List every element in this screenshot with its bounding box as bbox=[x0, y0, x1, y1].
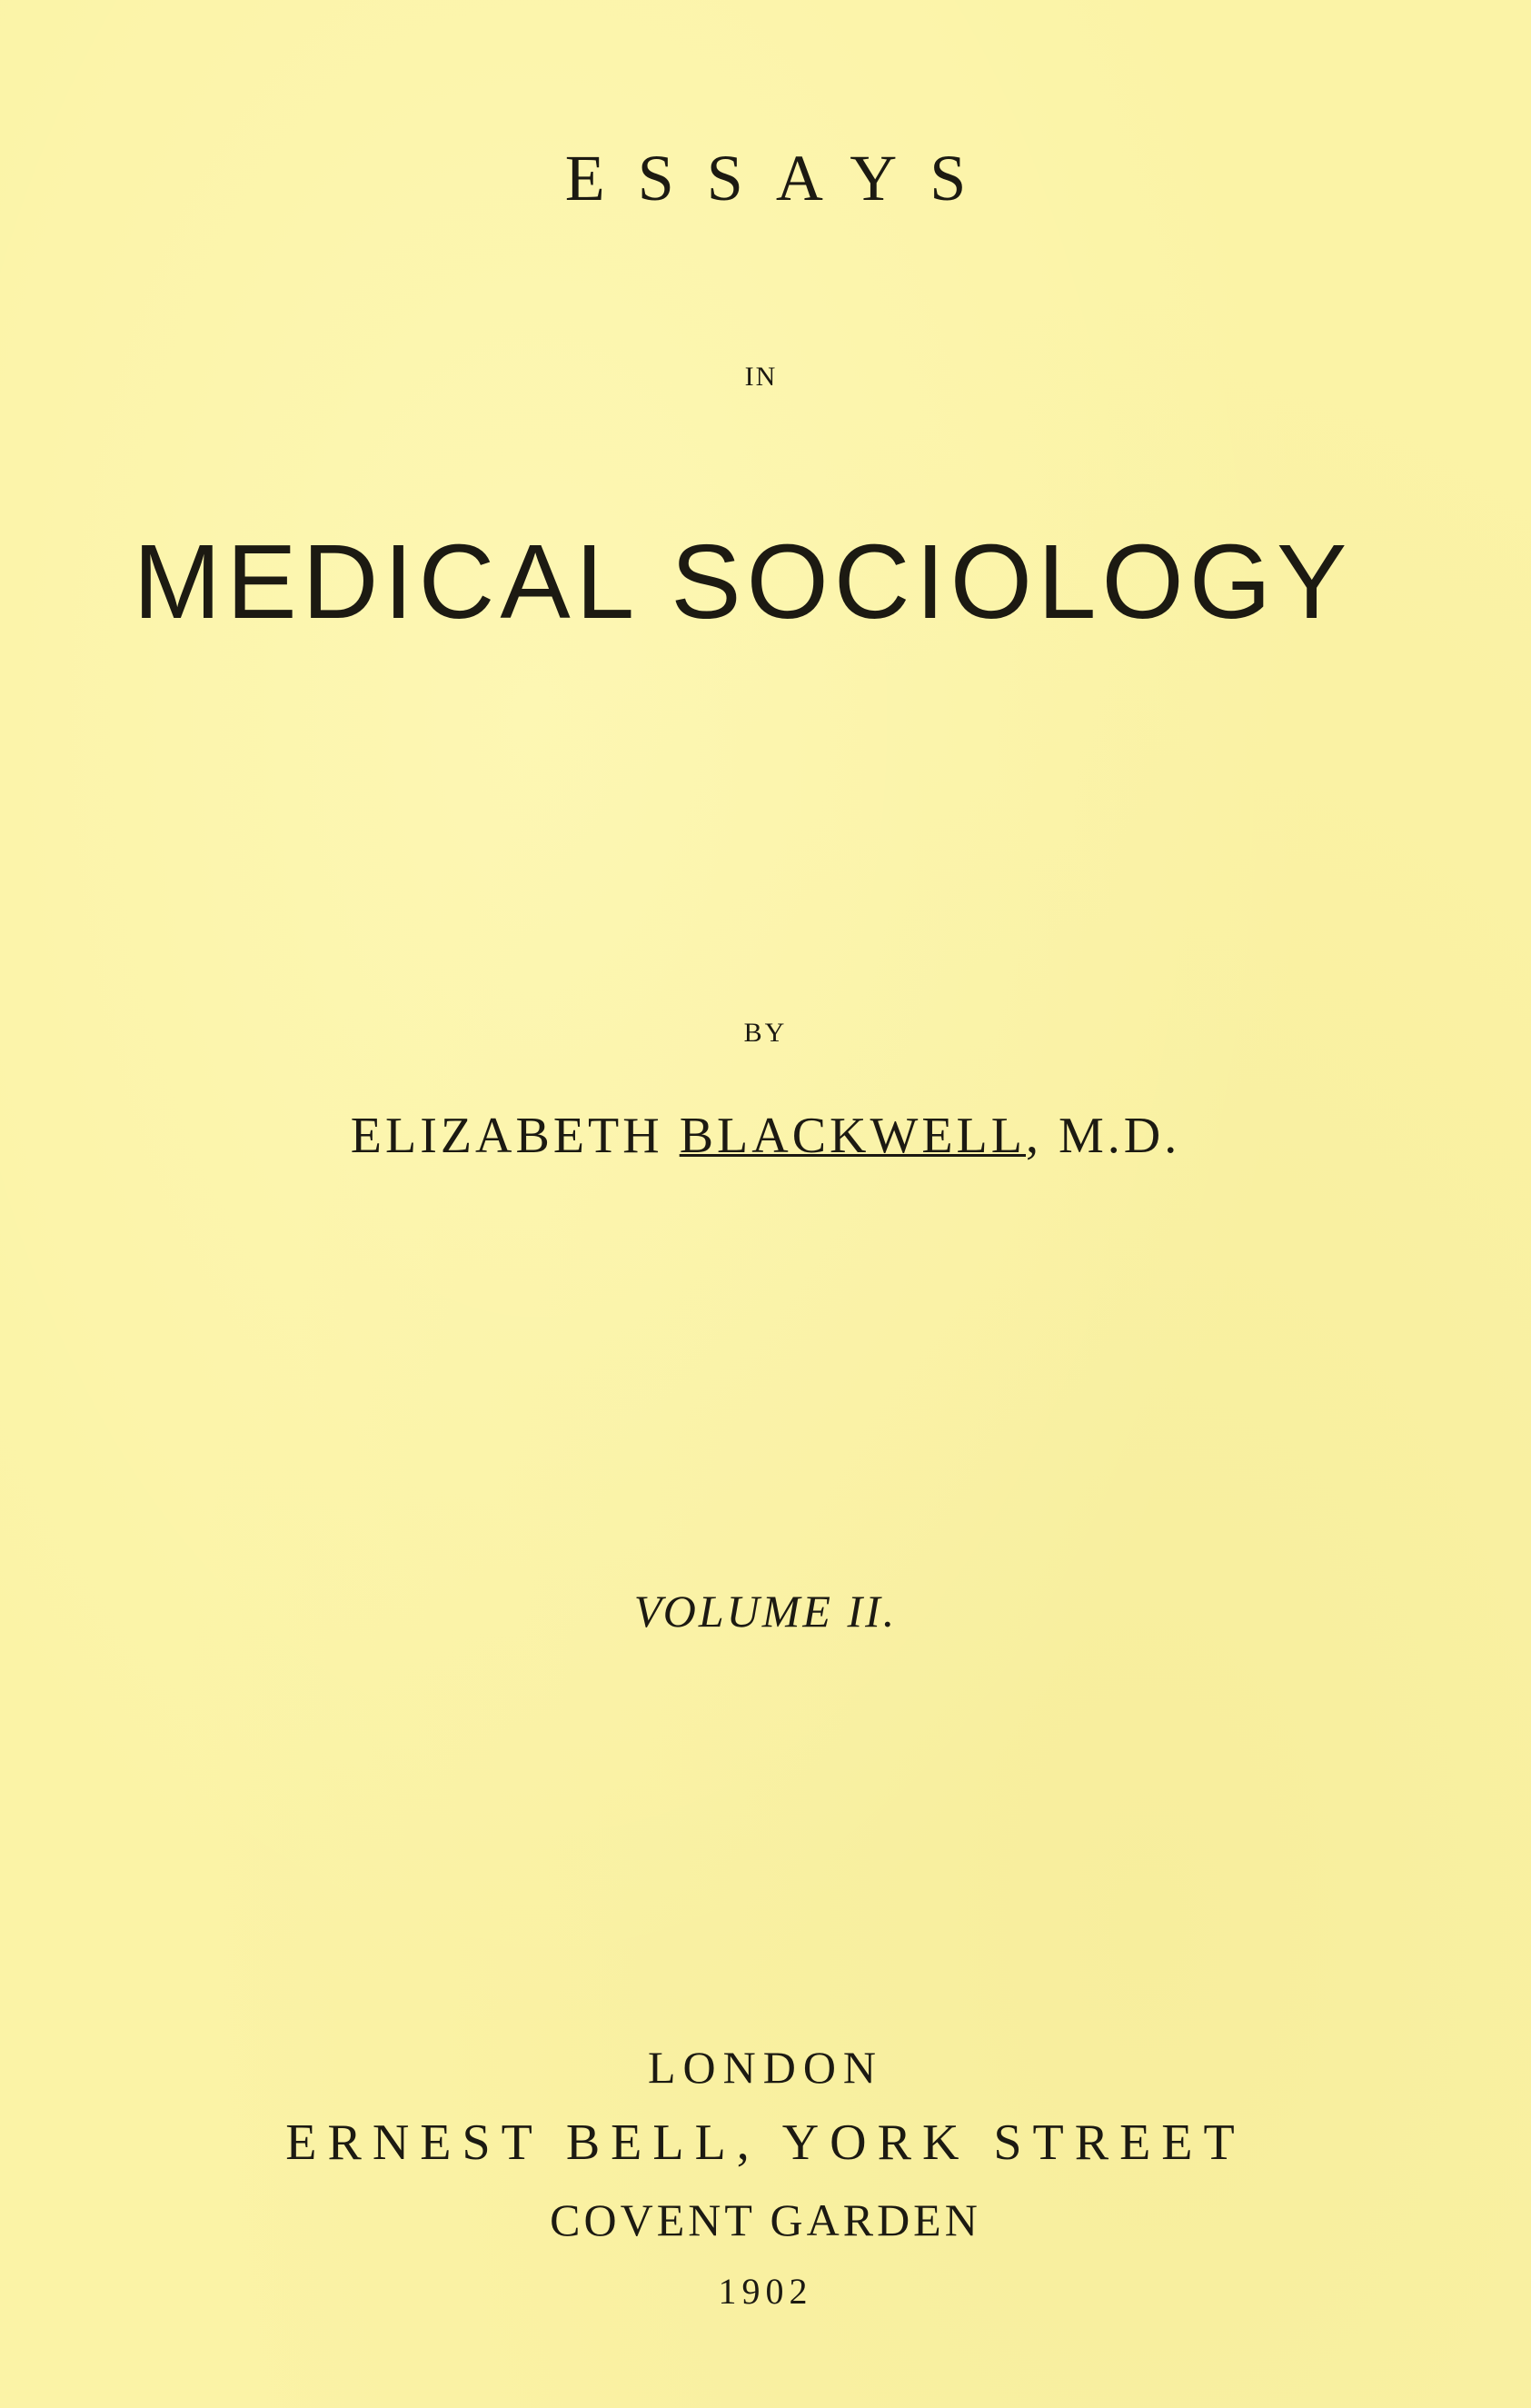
title-in: IN bbox=[744, 362, 778, 392]
imprint-address: COVENT GARDEN bbox=[550, 2194, 981, 2245]
volume-label: VOLUME II. bbox=[633, 1586, 898, 1637]
imprint-year: 1902 bbox=[718, 2271, 813, 2312]
imprint-publisher: ERNEST BELL, YORK STREET bbox=[285, 2114, 1246, 2171]
author-first-name: ELIZABETH bbox=[350, 1108, 663, 1164]
byline-label: BY bbox=[743, 1018, 788, 1048]
author-name bbox=[0, 1108, 1531, 1164]
author-suffix: , M.D. bbox=[1025, 1108, 1181, 1164]
author-surname: BLACKWELL bbox=[679, 1108, 1026, 1164]
title-subject: MEDICAL SOCIOLOGY bbox=[133, 522, 1353, 641]
title-essays: ESSAYS bbox=[564, 142, 999, 214]
imprint-city: LONDON bbox=[647, 2042, 884, 2093]
